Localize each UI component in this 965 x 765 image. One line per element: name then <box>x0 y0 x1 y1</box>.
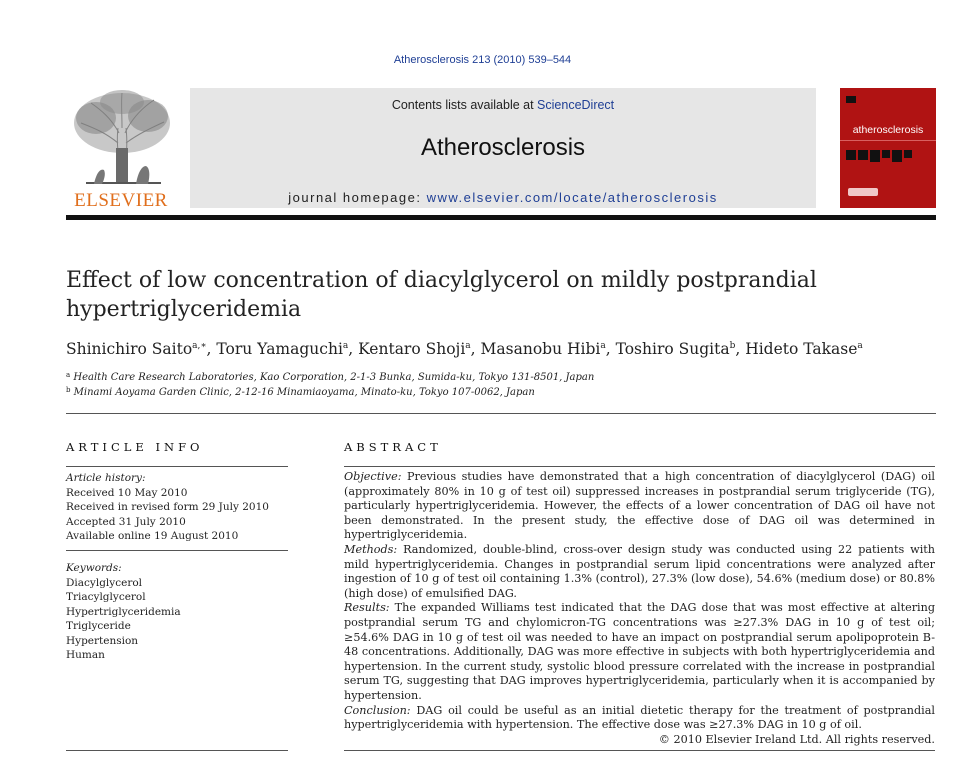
history-item: Received 10 May 2010 <box>66 486 188 499</box>
sciencedirect-link[interactable]: ScienceDirect <box>537 98 615 112</box>
copyright: © 2010 Elsevier Ireland Ltd. All rights reserved. <box>658 732 935 746</box>
contents-line: Contents lists available at ScienceDirect <box>391 98 615 112</box>
abstract-methods: Methods: Randomized, double-blind, cross-over design study was conducted using 22 patients with mild hypertriglyceridemia. Changes in postprandial serum lipid concentrations were analyzed after ingestion of 10 g of test oil containing 1.3% (control), 27.3% (low dose), 54.6% (medium dose) or 80.8% (high dose) of emulsified DAG. <box>344 542 935 600</box>
elsevier-logo[interactable] <box>66 88 176 210</box>
keyword[interactable]: Triacylglycerol <box>66 591 146 603</box>
keyword[interactable]: Triglyceride <box>66 620 131 632</box>
column-rule <box>344 750 935 751</box>
cover-block <box>882 150 890 158</box>
abstract-heading: ABSTRACT <box>344 440 442 454</box>
journal-header <box>66 88 936 211</box>
journal-homepage: journal homepage: www.elsevier.com/locate/atherosclerosis <box>288 190 718 205</box>
publisher-name: ELSEVIER <box>74 190 168 211</box>
cover-block <box>858 150 868 160</box>
journal-banner <box>190 88 816 208</box>
journal-citation[interactable]: Atherosclerosis 213 (2010) 539–544 <box>393 54 572 66</box>
keyword[interactable]: Diacylglycerol <box>66 576 143 589</box>
cover-mark <box>846 96 856 103</box>
abstract-conclusion: Conclusion: DAG oil could be useful as an initial dietetic therapy for the treatment of postprandial hypertriglyceridemia with hypertension. The effective dose was ≥27.3% DAG in 10 g of oil. <box>344 703 935 732</box>
header-rule <box>66 215 936 220</box>
history-label: Article history: <box>66 472 146 484</box>
cover-block <box>870 150 880 162</box>
affiliation: $^b$ Minami Aoyama Garden Clinic, 2-12-16 Minamiaoyama, Minato-ku, Tokyo 107-0062, Japan <box>66 386 535 398</box>
journal-homepage-link[interactable]: www.elsevier.com/locate/atherosclerosis <box>426 190 718 205</box>
cover-block <box>892 150 902 162</box>
article-title: Effect of low concentration of diacylglycerol on mildly postprandial hypertriglyceridemia <box>66 268 817 322</box>
journal-cover-thumbnail[interactable] <box>840 88 936 208</box>
author-list: Shinichiro Saito$^{a,∗}$, Toru Yamaguchi$^a$, Kentaro Shoji$^a$, Masanobu Hibi$^a$, Toshiro Sugita$^b$, Hideto Takase$^a$ <box>66 340 863 358</box>
keyword[interactable]: Human <box>66 649 105 661</box>
keywords-label: Keywords: <box>66 562 122 574</box>
cover-block <box>846 150 856 160</box>
abstract-objective: Objective: Previous studies have demonstrated that a high concentration of diacylglycerol (DAG) oil (approximately 80% in 10 g of test oil) suppressed increases in postprandial serum triglyceride (TG), particularly hypertriglyceridemia. However, the effects of a lower concentration of DAG oil have not been demonstrated. In the present study, the effective dose of DAG oil was determined in hypertriglyceridemia. <box>344 470 935 542</box>
keyword[interactable]: Hypertension <box>66 634 139 647</box>
author[interactable]: Kentaro Shoji$^a$ <box>358 340 471 358</box>
author[interactable]: Hideto Takase$^a$ <box>745 340 863 358</box>
cover-divider <box>840 140 936 141</box>
column-rule <box>66 466 288 467</box>
elsevier-tree-icon <box>66 88 176 188</box>
abstract-body <box>344 470 935 747</box>
column-rule <box>66 750 288 751</box>
cover-block <box>904 150 912 158</box>
keywords <box>66 561 288 663</box>
author[interactable]: Shinichiro Saito$^{a,∗}$ <box>66 340 207 358</box>
journal-title: Atherosclerosis <box>420 134 586 161</box>
history-item: Available online 19 August 2010 <box>66 530 239 542</box>
author[interactable]: Toshiro Sugita$^b$ <box>615 340 736 358</box>
history-item: Received in revised form 29 July 2010 <box>66 501 269 513</box>
history-item: Accepted 31 July 2010 <box>66 515 186 528</box>
article-info-heading: ARTICLE INFO <box>66 440 204 454</box>
keyword[interactable]: Hypertriglyceridemia <box>66 605 181 618</box>
column-rule <box>344 466 935 467</box>
column-rule <box>66 550 288 551</box>
article-history <box>66 471 288 544</box>
affiliation: $^a$ Health Care Research Laboratories, Kao Corporation, 2-1-3 Bunka, Sumida-ku, Tokyo 131-8501, Japan <box>66 371 595 383</box>
section-rule <box>66 413 936 414</box>
cover-publisher-mark <box>848 188 878 196</box>
abstract-results: Results: The expanded Williams test indicated that the DAG dose that was most effective at altering postprandial serum TG and chylomicron-TG concentrations was ≥27.3% DAG in 10 g of test oil; ≥54.6% DAG in 10 g of test oil was needed to have an impact on postprandial serum apolipoprotein B-48 concentrations. Additionally, DAG was more effective in subjects with both hypertriglyceridemia and hypertension. In the current study, systolic blood pressure correlated with the increase in postprandial serum TG, suggesting that DAG improves hypertriglyceridemia, particularly when it is accompanied by hypertension. <box>344 601 935 702</box>
author[interactable]: Toru Yamaguchi$^a$ <box>216 340 349 358</box>
author[interactable]: Masanobu Hibi$^a$ <box>480 340 606 358</box>
cover-title: atherosclerosis <box>852 124 924 136</box>
